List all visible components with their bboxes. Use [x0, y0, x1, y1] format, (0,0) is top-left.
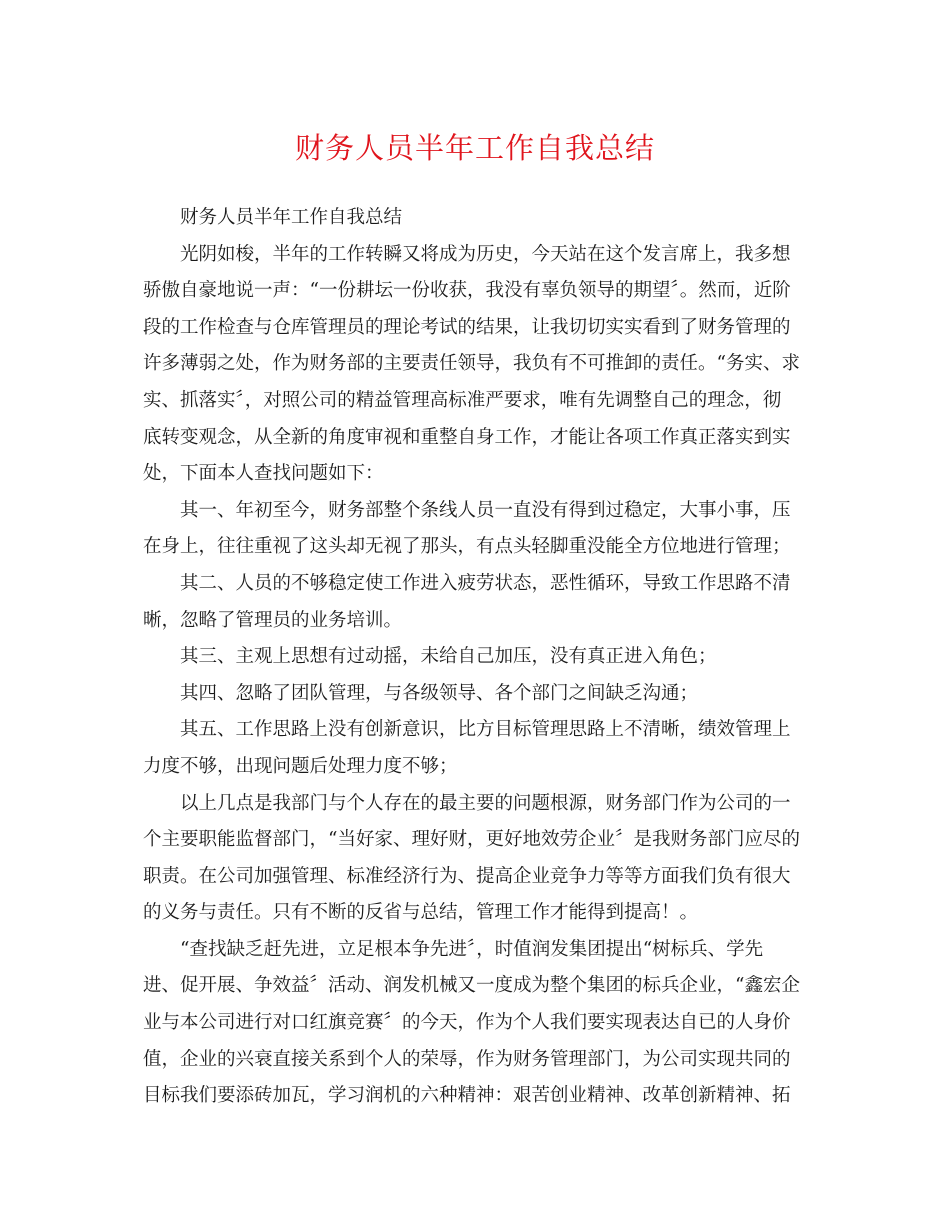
text-line: 骄傲自豪地说一声：“一份耕坛一份收获，我没有辜负领导的期望〞。然而，近阶	[143, 280, 791, 302]
text-line: 其一、年初至今，财务部整个条线人员一直没有得到过稳定，大事小事，压	[180, 499, 791, 521]
text-line: 职责。在公司加强管理、标准经济行为、提高企业竞争力等等方面我们负有很大	[143, 865, 791, 887]
text-line: 其二、人员的不够稳定使工作进入疲劳状态，恶性循环，导致工作思路不清	[180, 572, 791, 594]
text-line: 个主要职能监督部门，“当好家、理好财，更好地效劳企业〞是我财务部门应尽的	[143, 829, 800, 851]
text-line: 许多薄弱之处，作为财务部的主要责任领导，我负有不可推卸的责任。“务实、求	[143, 353, 800, 375]
text-line: 的义务与责任。只有不断的反省与总结，管理工作才能得到提高！。	[143, 902, 699, 924]
text-line: 底转变观念，从全新的角度审视和重整自身工作，才能让各项工作真正落实到实	[143, 426, 791, 448]
text-line: 业与本公司进行对口红旗竞赛〞的今天，作为个人我们要实现表达自已的人身价	[143, 1012, 791, 1034]
text-line: 值，企业的兴衰直接关系到个人的荣辱，作为财务管理部门，为公司实现共同的	[143, 1048, 791, 1070]
text-line: 其四、忽略了团队管理，与各级领导、各个部门之间缺乏沟通；	[180, 682, 699, 704]
text-line: 财务人员半年工作自我总结	[180, 207, 403, 228]
text-line: 目标我们要添砖加瓦，学习润机的六种精神：艰苦创业精神、改革创新精神、拓	[143, 1085, 791, 1107]
text-line: 力度不够，出现问题后处理力度不够；	[143, 755, 458, 777]
document-title: 财务人员半年工作自我总结	[294, 131, 655, 165]
text-line: 晰，忽略了管理员的业务培训。	[143, 609, 403, 631]
text-line: 光阴如梭，半年的工作转瞬又将成为历史，今天站在这个发言席上，我多想	[180, 243, 791, 265]
text-line: 其五、工作思路上没有创新意识，比方目标管理思路上不清晰，绩效管理上	[180, 719, 791, 741]
text-line: 实、抓落实〞，对照公司的精益管理高标准严要求，唯有先调整自己的理念，彻	[143, 389, 782, 411]
text-line: 处，下面本人查找问题如下：	[143, 463, 384, 485]
text-line: 其三、主观上思想有过动摇，未给自己加压，没有真正进入角色；	[180, 646, 717, 668]
text-line: 在身上，往往重视了这头却无视了那头，有点头轻脚重没能全方位地进行管理；	[143, 536, 791, 558]
text-line: “查找缺乏赶先进，立足根本争先进〞，时值润发集团提出“树标兵、学先	[180, 938, 764, 960]
text-line: 以上几点是我部门与个人存在的最主要的问题根源，财务部门作为公司的一	[180, 792, 791, 814]
document-body	[143, 200, 798, 1115]
text-line: 段的工作检查与仓库管理员的理论考试的结果，让我切切实实看到了财务管理的	[143, 316, 791, 338]
text-line: 进、促开展、争效益〞活动、润发机械又一度成为整个集团的标兵企业，“鑫宏企	[143, 975, 800, 997]
